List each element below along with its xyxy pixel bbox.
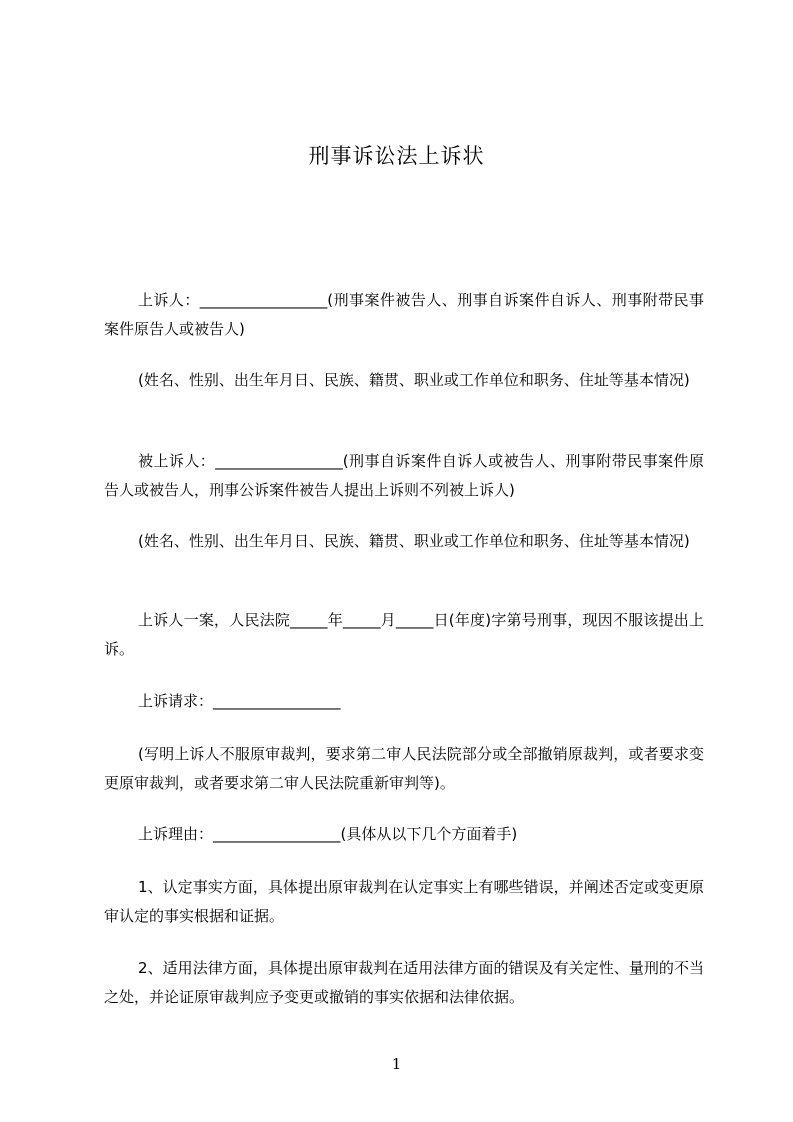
reason-facts-paragraph: 1、认定事实方面，具体提出原审裁判在认定事实上有哪些错误，并阐述否定或变更原审认定的事实根据和证据。 — [104, 878, 704, 925]
appellant-paragraph: 上诉人：_________________(刑事案件被告人、刑事自诉案件自诉人、刑事附带民事案件原告人或被告人) — [104, 291, 704, 338]
appellee-info-note: (姓名、性别、出生年月日、民族、籍贯、职业或工作单位和职务、住址等基本情况) — [138, 532, 690, 550]
appeal-request-heading: 上诉请求：_________________ — [138, 692, 341, 710]
appeal-request-note: (写明上诉人不服原审裁判，要求第二审人民法院部分或全部撤销原裁判，或者要求变更原审裁判，或者要求第二审人民法院重新审判等)。 — [104, 745, 704, 792]
appellee-paragraph: 被上诉人：_________________(刑事自诉案件自诉人或被告人、刑事附带民事案件原告人或被告人，刑事公诉案件被告人提出上诉则不列被上诉人) — [104, 452, 704, 499]
reason-law-paragraph: 2、适用法律方面，具体提出原审裁判在适用法律方面的错误及有关定性、量刑的不当之处，并论证原审裁判应予变更或撤销的事实依据和法律依据。 — [104, 959, 704, 1006]
appeal-reason-heading: 上诉理由：_________________(具体从以下几个方面着手) — [138, 825, 518, 843]
case-statement-paragraph: 上诉人一案，人民法院_____年_____月_____日(年度)字第号刑事，现因不服该提出上诉。 — [104, 611, 704, 658]
document-title: 刑事诉讼法上诉状 — [308, 144, 485, 168]
page-number: 1 — [391, 1055, 402, 1073]
appellant-info-note: (姓名、性别、出生年月日、民族、籍贯、职业或工作单位和职务、住址等基本情况) — [138, 371, 690, 389]
